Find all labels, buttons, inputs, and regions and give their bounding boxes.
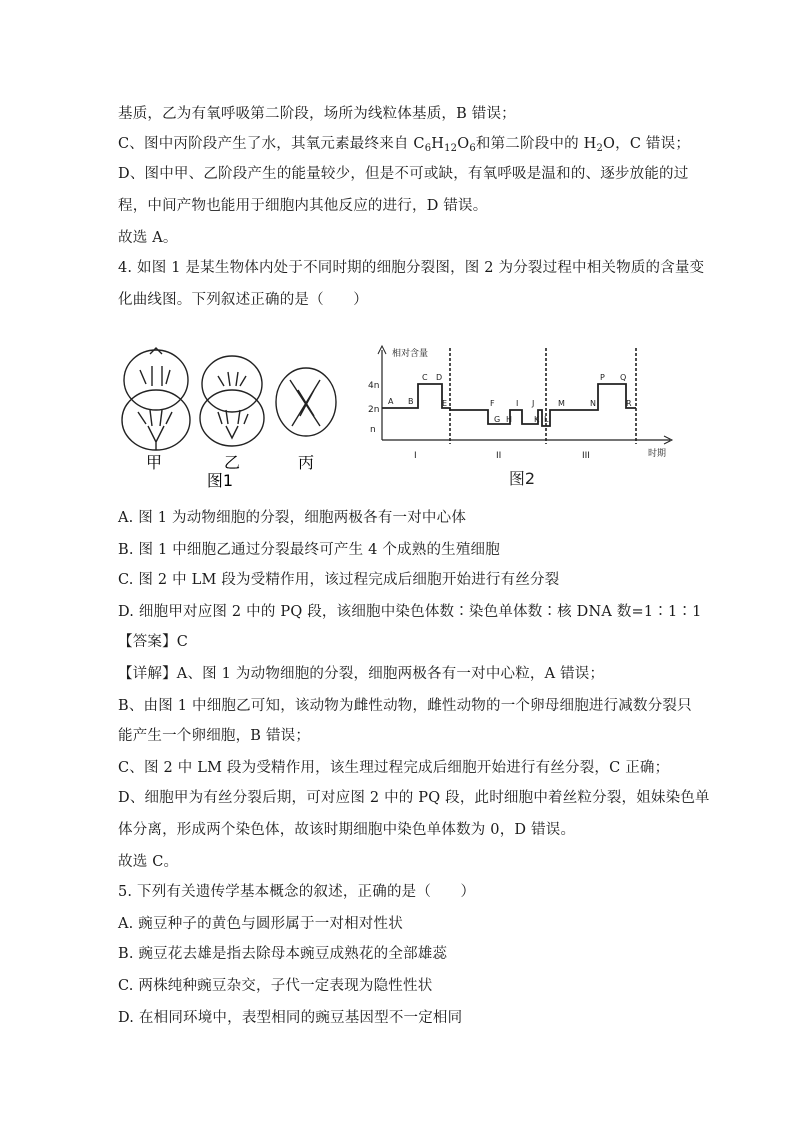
cell-yi <box>200 356 264 446</box>
option-a: A. 豌豆种子的黄色与圆形属于一对相对性状 <box>118 916 403 932</box>
point-label: D <box>436 373 443 382</box>
point-label: C <box>422 373 428 382</box>
text-line: 故选 A。 <box>118 230 178 246</box>
point-label: Q <box>620 373 627 382</box>
point-label: L <box>544 415 549 424</box>
text-line: D、图中甲、乙阶段产生的能量较少，但是不可或缺，有氧呼吸是温和的、逐步放能的过 <box>118 166 689 182</box>
option-c: C. 两株纯种豌豆杂交，子代一定表现为隐性性状 <box>118 978 433 994</box>
option-d: D. 细胞甲对应图 2 中的 PQ 段，该细胞中染色体数∶染色单体数∶核 DNA 数=1∶1∶1 <box>118 604 702 620</box>
stage-label: III <box>582 451 590 461</box>
y-tick: n <box>370 425 376 435</box>
y-tick: 4n <box>368 381 380 391</box>
stage-label: II <box>496 451 502 461</box>
text-line: 基质，乙为有氧呼吸第二阶段，场所为线粒体基质，B 错误； <box>118 106 516 122</box>
option-d: D. 在相同环境中，表型相同的豌豆基因型不一定相同 <box>118 1010 463 1026</box>
figure-2-graph <box>368 346 672 488</box>
explanation-line: C、图 2 中 LM 段为受精作用，该生理过程完成后细胞开始进行有丝分裂，C 正确； <box>118 760 670 776</box>
option-b: B. 豌豆花去雄是指去除母本豌豆成熟花的全部雄蕊 <box>118 946 448 962</box>
point-label: H <box>506 415 513 424</box>
text-line: C、图中丙阶段产生了水，其氧元素最终来自 $C_6H_{12}O_6$和第二阶段中的 $H_2O$，C 错误； <box>118 136 691 154</box>
point-label: E <box>442 399 448 408</box>
explanation-line: 【详解】A、图 1 为动物细胞的分裂，细胞两极各有一对中心粒，A 错误； <box>118 666 605 682</box>
figure-svg <box>110 340 690 500</box>
point-label: N <box>590 399 596 408</box>
y-tick: 2n <box>368 405 380 415</box>
point-label: R <box>626 399 632 408</box>
cell-label: 甲 <box>145 453 163 472</box>
explanation-line: 故选 C。 <box>118 854 179 870</box>
x-axis-label: 时期 <box>648 449 667 459</box>
option-c: C. 图 2 中 LM 段为受精作用，该过程完成后细胞开始进行有丝分裂 <box>118 572 560 588</box>
explanation-line: D、细胞甲为有丝分裂后期，可对应图 2 中的 PQ 段，此时细胞中着丝粒分裂，姐妹染色单 <box>118 790 710 806</box>
explanation-line: 体分离，形成两个染色体，故该时期细胞中染色单体数为 0，D 错误。 <box>118 822 576 838</box>
figure-2-caption: 图2 <box>508 469 536 488</box>
option-b: B. 图 1 中细胞乙通过分裂最终可产生 4 个成熟的生殖细胞 <box>118 542 500 558</box>
option-a: A. 图 1 为动物细胞的分裂，细胞两极各有一对中心体 <box>118 510 467 526</box>
point-label: B <box>408 397 414 406</box>
cell-label: 乙 <box>223 453 241 472</box>
cell-jia <box>122 348 190 450</box>
question-4-stem: 4. 如图 1 是某生物体内处于不同时期的细胞分裂图，图 2 为分裂过程中相关物质的含量变 <box>118 260 705 276</box>
point-label: A <box>388 397 394 406</box>
figure-1-caption: 图1 <box>206 471 234 490</box>
question-4-stem: 化曲线图。下列叙述正确的是（ ） <box>118 292 368 308</box>
explanation-line: 能产生一个卵细胞，B 错误； <box>118 728 311 744</box>
point-label: J <box>532 399 535 408</box>
point-label: G <box>494 415 501 424</box>
figure-area <box>110 340 690 500</box>
point-label: M <box>558 399 565 408</box>
text-line: 程，中间产物也能用于细胞内其他反应的进行，D 错误。 <box>118 198 488 214</box>
cell-bing <box>276 368 336 436</box>
y-axis-label: 相对含量 <box>392 349 429 359</box>
stage-label: I <box>414 451 417 461</box>
answer-line: 【答案】C <box>118 634 189 650</box>
question-5-stem: 5. 下列有关遗传学基本概念的叙述，正确的是（ ） <box>118 884 476 900</box>
point-label: I <box>516 399 519 408</box>
point-label: P <box>600 373 605 382</box>
cell-label: 丙 <box>297 453 315 472</box>
point-label: K <box>534 415 540 424</box>
point-label: F <box>490 399 495 408</box>
explanation-line: B、由图 1 中细胞乙可知，该动物为雌性动物，雌性动物的一个卵母细胞进行减数分裂只 <box>118 698 692 714</box>
